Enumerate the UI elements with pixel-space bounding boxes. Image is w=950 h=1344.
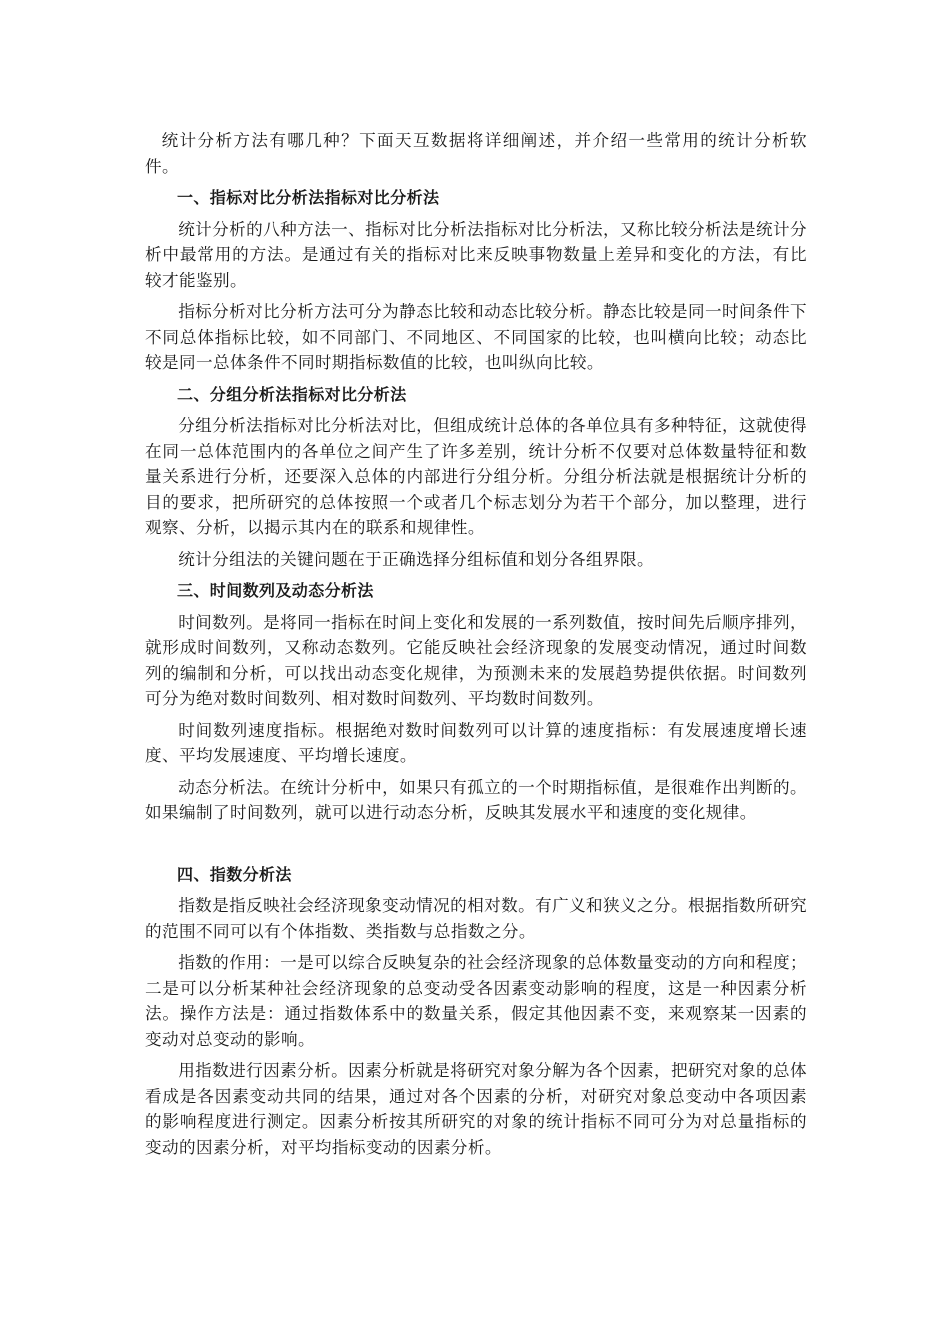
paragraph: 分组分析法指标对比分析法对比，但组成统计总体的各单位具有多种特征，这就使得在同一总体范围内的各单位之间产生了许多差别，统计分析不仅要对总体数量特征和数量关系进行分析，还要深入总体的内部进行分组分析。分组分析法就是根据统计分析的目的要求，把所研究的总体按照一个或者几个标志划分为若干个部分，加以整理，进行观察、分析，以揭示其内在的联系和规律性。 [145, 416, 807, 537]
document-body [145, 128, 807, 1166]
section-4 [145, 862, 807, 1161]
paragraph: 统计分析的八种方法一、指标对比分析法指标对比分析法，又称比较分析法是统计分析中最常用的方法。是通过有关的指标对比来反映事物数量上差异和变化的方法，有比较才能鉴别。 [145, 219, 807, 290]
section-2 [145, 382, 807, 573]
paragraph: 动态分析法。在统计分析中，如果只有孤立的一个时期指标值，是很难作出判断的。如果编制了时间数列，就可以进行动态分析，反映其发展水平和速度的变化规律。 [145, 777, 807, 822]
paragraph: 用指数进行因素分析。因素分析就是将研究对象分解为各个因素，把研究对象的总体看成是各因素变动共同的结果，通过对各个因素的分析，对研究对象总变动中各项因素的影响程度进行测定。因素分析按其所研究的对象的统计指标不同可分为对总量指标的变动的因素分析，对平均指标变动的因素分析。 [145, 1061, 807, 1157]
intro-paragraph: 统计分析方法有哪几种？下面天互数据将详细阐述，并介绍一些常用的统计分析软件。 [145, 131, 807, 176]
section-heading: 四、指数分析法 [177, 864, 292, 884]
section-1 [145, 185, 807, 376]
section-3 [145, 578, 807, 826]
section-spacer [145, 832, 807, 862]
section-heading: 一、指标对比分析法指标对比分析法 [177, 188, 440, 207]
paragraph: 指数的作用：一是可以综合反映复杂的社会经济现象的总体数量变动的方向和程度；二是可以分析某种社会经济现象的总变动受各因素变动影响的程度，这是一种因素分析法。操作方法是：通过指数体系中的数量关系，假定其他因素不变，来观察某一因素的变动对总变动的影响。 [145, 953, 807, 1049]
paragraph: 时间数列。是将同一指标在时间上变化和发展的一系列数值，按时间先后顺序排列，就形成时间数列，又称动态数列。它能反映社会经济现象的发展变动情况，通过时间数列的编制和分析，可以找出动态变化规律，为预测未来的发展趋势提供依据。时间数列可分为绝对数时间数列、相对数时间数列、平均数时间数列。 [145, 612, 807, 708]
paragraph: 统计分组法的关键问题在于正确选择分组标值和划分各组界限。 [178, 549, 655, 569]
paragraph: 时间数列速度指标。根据绝对数时间数列可以计算的速度指标：有发展速度增长速度、平均发展速度、平均增长速度。 [145, 720, 807, 765]
section-heading: 二、分组分析法指标对比分析法 [177, 384, 407, 404]
section-heading: 三、时间数列及动态分析法 [177, 581, 374, 600]
paragraph: 指标分析对比分析方法可分为静态比较和动态比较分析。静态比较是同一时间条件下不同总体指标比较，如不同部门、不同地区、不同国家的比较，也叫横向比较；动态比较是同一总体条件不同时期指标数值的比较，也叫纵向比较。 [145, 302, 807, 372]
paragraph: 指数是指反映社会经济现象变动情况的相对数。有广义和狭义之分。根据指数所研究的范围不同可以有个体指数、类指数与总指数之分。 [145, 896, 807, 941]
